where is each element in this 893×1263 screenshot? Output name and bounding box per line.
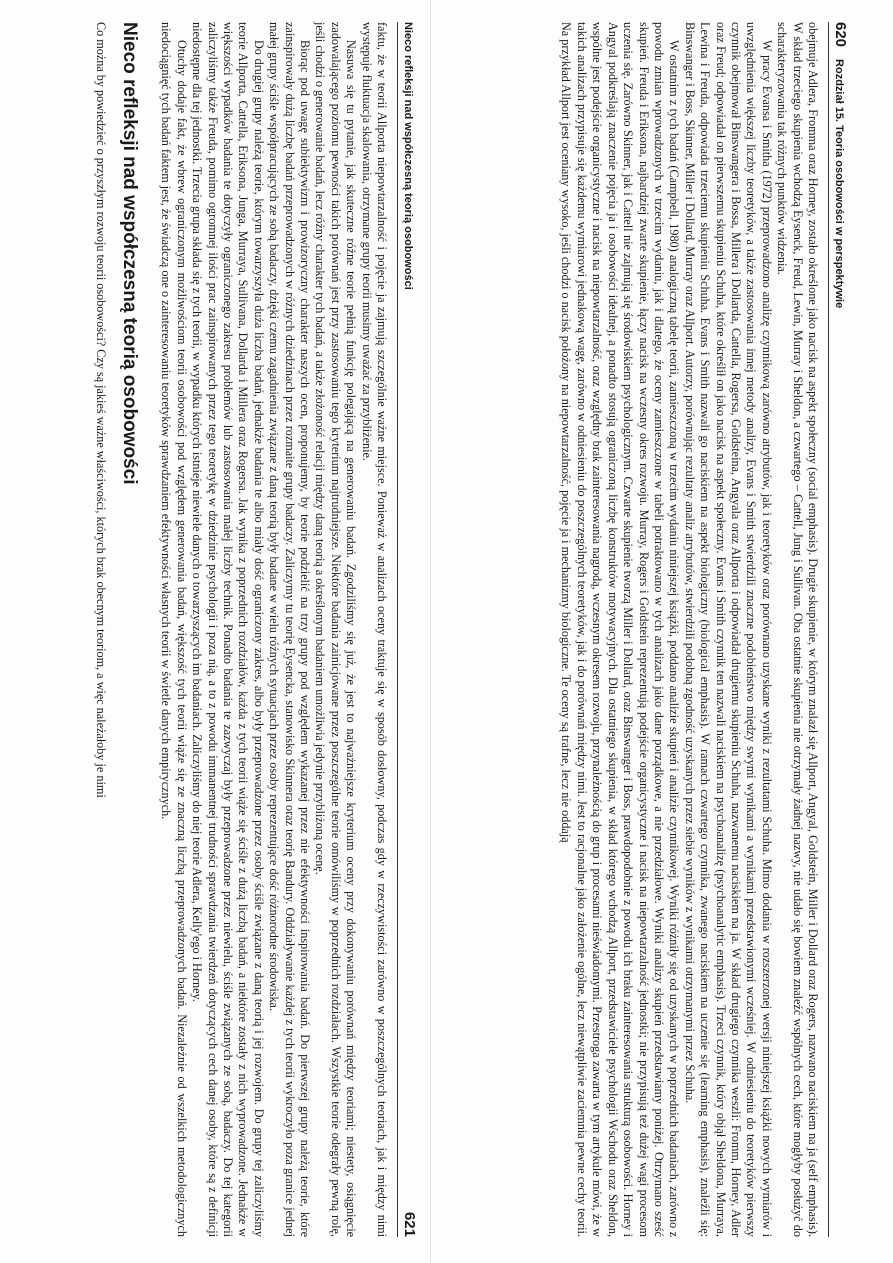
paragraph: W ostatnim z tych badań (Campbell, 1980) analogiczną tabelę teorii, zamieszczoną w trzecim wydaniu niniejszej książki, poddano analizie skupień i analizie czynnikowej. Wyniki różniły się od uzyskanych w poprzednich badaniach, zarówno z powodu zmian wprowadzonych w trzecim wydaniu, jak i dlatego, że oceny zamieszczone w tabeli potraktowano w tych analizach jako dane porządkowe, a nie przedziałowe. Wyniki analizy skupień przedstawiamy poniżej. Otrzymano sześć skupień. Freuda i Eriksona, najbardziej zwarte skupienie, łączy nacisk na wczesny okres rozwoju. Murray, Rogers i Goldstein reprezentują podejście organicystyczne i nacisk na niepowtarzalność jednostki; nie przypisują też dużej wagi procesom uczenia się. Zarówno Skinner, jak i Cattell nie zajmują się środowiskiem psychologicznym. Czwarte skupienie tworzą Miller i Dollard, oraz Binswanger i Boss, prawdopodobnie z powodu ich braku zainteresowania strukturą osobowości. Horney i Angyal podkreślają znaczenie pojęcia ja i osobowości idealnej, a ponadto stosują ograniczoną liczbę konstruktów motywacyjnych. Dla ostatniego skupienia, w skład którego wchodzą Allport, przedstawiciele psychologii Wschodu oraz Sheldon, wspólne jest podejście organicystyczne i nacisk na niepowtarzalność, oraz względny brak zainteresowania nagrodą, wczesnym okresem rozwoju, przynależnością do grup i procesami nieświadomymi. Przestroga zawarta w tym artykule mówi, że w takich analizach przypisuje się każdemu wymiarowi jednakową wagę, zarówno w odniesieniu do poszczególnych teoretyków, jak i do porównań między nimi. Jest to racjonalne jako założenie ogólne, lecz niewątpliwie zaciemnia pewne cechy teorii. Na przykład Allport jest oceniany wysoko, jeśli chodzi o nacisk położony na niepowtarzalność, pojęcie ja i mechanizmy biologiczne. Te oceny są trafne, lecz nie oddają	[559, 22, 682, 1237]
paragraph: obejmuje Adlera, Fromma oraz Horney, zostało określone jako nacisk na aspekt społeczny (social emphasis). Drugie skupienie, w którym znalazł się Allport, Angyal, Goldstein, Miller i Dollard oraz Rogers, nazwano naciskiem na ja (self emphasis). W skład trzeciego skupienia wchodzą Eysenck, Freud, Lewin, Murray i Sheldon, a czwartego – Cattell, Jung i Sullivan. Oba ostatnie skupienia nie otrzymały żadnej nazwy, nie udało się bowiem znaleźć wspólnych cech, które mogłyby posłużyć do scharakteryzowania tak różnych punktów widzenia.	[775, 22, 820, 1237]
paragraph: W pracy Evansa i Smitha (1972) przeprowadzono analizę czynnikową zarówno atrybutów, jak i teoretyków oraz porównano uzyskane wyniki z rezultatami Schuha. Mimo dodania w rozszerzonej wersji niniejszej książki nowych wymiarów i uwzględnienia większej liczby teoretyków, a także zastosowania innej metody analizy, Evans i Smith stwierdzili znaczne podobieństwo między swymi wynikami a wynikami przedstawionymi wcześniej. W odniesieniu do teoretyków pierwszy czynnik obejmował Binswangera i Bossa, Millera i Dollarda, Cattella, Rogersa, Goldsteina, Angyala oraz Allporta i odpowiadał drugiemu skupieniu Schuha, nazwanemu naciskiem na ja. W skład drugiego czynnika weszli: Fromm, Horney, Adler oraz Freud; odpowiadał on pierwszemu skupieniu Schuha, które określił on jako nacisk na aspekt społeczny. Evans i Smith czynnik ten nazwali naciskiem na psychoanalizę (psychoanalytic emphasis). Trzeci czynnik, który objął Sheldona, Murraya, Lewina i Freuda, odpowiada trzeciemu skupieniu Schuha. Evans i Smith nazwali go naciskiem na aspekt biologiczny (biological emphasis). W ramach czwartego czynnika, zwanego naciskiem na uczenie się (learning emphasis), znaleźli się: Binswanger i Boss, Skinner, Miller i Dollard, Murray oraz Allport. Autorzy, porównując rezultaty analiz atrybutów, stwierdzili podobną zgodność uzyskanych przez siebie wyników z wynikami otrzymanymi przez Schuha.	[682, 22, 774, 1237]
page-gutter	[430, 0, 431, 1263]
paragraph: faktu, że w teorii Allporta niepowtarzalność i pojęcie ja zajmują szczególnie ważne miejsce. Ponieważ w analizach oceny traktuje się w sposób dosłowny, podczas gdy w rzeczywistości zarówno w poszczególnych teoriach, jak i między nimi występuje fluktuacja skalowania, otrzymane grupy teorii musimy uważać za przybliżenie.	[359, 22, 389, 1237]
section-heading: Nieco refleksji nad współczesną teorią osobowości	[118, 22, 140, 485]
paragraph: Co można by powiedzieć o przyszłym rozwoju teorii osobowości? Czy są jakieś ważne właściwości, których brak obecnym teoriom, a więc należałoby je nimi	[93, 22, 108, 798]
page-number: 620	[832, 22, 849, 48]
paragraph: Do drugiej grupy należą teorie, którym towarzyszyła duża liczba badań, jednakże badania te albo miały dość ograniczony zakres, albo były przeprowadzone przez osoby ściśle związane z daną teorią i jej rozwojem. Do grupy tej zaliczyliśmy teorie Allporta, Cattella, Eriksona, Junga, Murraya, Sullivana, Dollarda i Millera oraz Rogersa. Jak wynika z poprzednich rozdziałów, każda z tych teorii wiąże się ściśle z dużą liczbą badań, a niektóre zostały z nich wyprowadzone. Jednakże w większości wypadków badania te dotyczyły ograniczonego zakresu problemów lub zastosowania małej liczby technik. Ponadto badania te zazwyczaj były przeprowadzone przez niewielu, ściśle związanych ze sobą, badaczy. Do tej kategorii zaliczyliśmy także Freuda, pomimo ogromnej ilości prac zainspirowanych przez tego teoretykę w dziedzinie psychologii i poza nią, a to z powodu immanentnej trudności sprawdzania twierdzeń dotyczących cech danej osoby, które są z definicji niedostępne dla tej jednostki. Trzecia grupa składa się z tych teorii, w wypadku których istnieje niewiele danych o towarzyszących im badaniach. Zaliczyliśmy do niej teorie Adlera, Kelly'ego i Horney.	[190, 22, 266, 1237]
paragraph: Biorąc pod uwagę subiektywizm i prowizoryczny charakter naszych ocen, proponujemy, by teorie podzielić na trzy grupy pod względem wykazanej przez nie efektywności inspirowania badań. Do pierwszej grupy należą teorie, które zainspirowały dużą liczbę badań przeprowadzonych w różnych dziedzinach przez rozmaite grupy badaczy. Zaliczymy tu teorię Eysencka, stanowisko Skinnera oraz teorię Bandury. Oddziaływanie każdej z tych teorii wykroczyło poza granice jednej małej grupy ściśle współpracujących ze sobą badaczy, dzięki czemu zagadnienia związane z daną teorią były badane w wielu różnych sytuacjach przez osoby reprezentujące dość różnorodne środowiska.	[267, 22, 312, 1237]
paragraph: Otuchy dodaje fakt, że wbrew ograniczonym możliwościom teorii osobowości pod względem generowania badań, większość tych teorii wiąże się ze znaczną liczbą przeprowadzonych badań. Niezależnie od wszelkich metodologicznych niedociągnięć tych badań faktem jest, że świadczą one o zainteresowaniu teoretyków sprawdzaniem efektywności własnych teorii w świetle danych empirycznych.	[159, 22, 189, 1237]
paragraph: Nasuwa się tu pytanie, jak skuteczne różne teorie pełnią funkcję polegającą na generowaniu badań. Zgodziliśmy się już, że jest to najważniejsze kryterium oceny przy dokonywaniu porównań między teoriami; niestety, osiągnięcie zadowalającego poziomu pewności takich porównań jest przy zastosowaniu tego kryterium najtrudniejsze. Niektóre badania zainicjowane przez poszczególne teorie omówiliśmy w poprzednich rozdziałach. Wszystkie teorie odegrały pewną rolę, jeśli chodzi o generowanie badań, lecz różny charakter tych badań, a także złożoność relacji między daną teorią a określonym badaniem umożliwia jedynie przybliżoną ocenę.	[313, 22, 359, 1237]
running-head-title: Nieco refleksji nad współczesną teorią osobowości	[402, 22, 414, 290]
right-running-head	[397, 22, 418, 1237]
right-page	[0, 0, 430, 1263]
page-number: 621	[401, 1211, 418, 1237]
running-head-title: Rozdział 15. Teoria osobowości w perspektywie	[833, 59, 845, 309]
left-page	[431, 0, 861, 1263]
left-running-head	[828, 22, 849, 1237]
